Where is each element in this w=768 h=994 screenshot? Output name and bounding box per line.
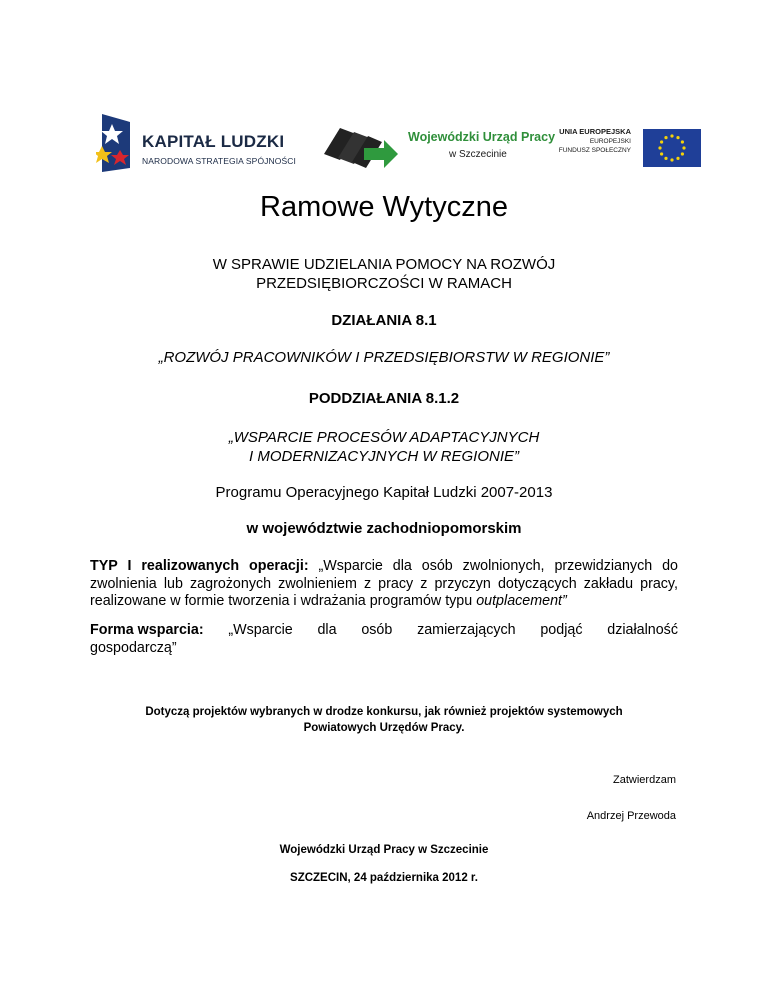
subaction-name-line-2: I MODERNIZACYJNYCH W REGIONIE” — [248, 448, 519, 465]
eu-line2: EUROPEJSKI — [589, 137, 631, 145]
operation-type-text: „Wsparcie dla osób zwolnionych, przewidzianych do zwolnienia lub zagrożonych zwolnieniem z pracy z przyczyn dotyczących zakładu pracy, realizowane w formie tworzenia i wdrażania programów typu — [90, 558, 678, 609]
action-label: DZIAŁANIA 8.1 — [331, 312, 437, 329]
support-form-word: osób — [361, 622, 393, 638]
subaction-name-line-1: „WSPARCIE PROCESÓW ADAPTACYJNYCH — [228, 429, 540, 446]
operation-type-term: outplacement” — [476, 593, 567, 609]
signatory-name: Andrzej Przewoda — [586, 810, 676, 822]
document-title: Ramowe Wytyczne — [260, 191, 508, 223]
support-form-word: dla — [317, 622, 337, 638]
program-name: Programu Operacyjnego Kapitał Ludzki 2007-2013 — [215, 484, 553, 501]
support-form-word: działalność — [607, 622, 678, 638]
wup-title: Wojewódzki Urząd Pracy — [408, 130, 556, 144]
kapital-ludzki-subtitle: NARODOWA STRATEGIA SPÓJNOŚCI — [142, 156, 296, 166]
subaction-name — [0, 428, 768, 466]
wup-subtitle: w Szczecinie — [449, 149, 507, 160]
subject-line-2: PRZEDSIĘBIORCZOŚCI W RAMACH — [256, 275, 512, 292]
support-form-word: „Wsparcie — [228, 622, 293, 638]
eu-line1: UNIA EUROPEJSKA — [559, 127, 631, 136]
applicability-note — [0, 704, 768, 736]
kapital-ludzki-logo — [96, 112, 296, 174]
note-line-2: Powiatowych Urzędów Pracy. — [303, 722, 465, 734]
footer-place-date: SZCZECIN, 24 października 2012 r. — [290, 872, 478, 884]
eu-line3: FUNDUSZ SPOŁECZNY — [558, 147, 631, 154]
support-form-first-line — [90, 622, 678, 640]
support-form-word: podjąć — [540, 622, 583, 638]
note-line-1: Dotyczą projektów wybranych w drodze konkursu, jak również projektów systemowych — [145, 706, 623, 718]
wup-logo — [324, 124, 556, 168]
operation-type-label: TYP I realizowanych operacji: — [90, 558, 309, 574]
kapital-ludzki-emblem-icon — [96, 112, 132, 174]
kapital-ludzki-title: KAPITAŁ LUDZKI — [142, 132, 285, 151]
support-form-paragraph — [90, 622, 678, 657]
document-subject — [0, 255, 768, 293]
eu-flag-icon — [643, 129, 701, 167]
support-form-word: zamierzających — [417, 622, 516, 638]
approval-label: Zatwierdzam — [613, 774, 676, 786]
footer-organization: Wojewódzki Urząd Pracy w Szczecinie — [279, 844, 489, 856]
wup-emblem-icon — [324, 124, 398, 168]
eu-logo — [558, 123, 707, 169]
support-form-second-line: gospodarczą” — [90, 639, 177, 656]
operation-type-paragraph — [90, 558, 678, 611]
eu-logo-text — [559, 127, 631, 156]
region-name: w województwie zachodniopomorskim — [246, 520, 522, 537]
support-form-label: Forma wsparcia: — [90, 622, 204, 638]
subaction-label: PODDZIAŁANIA 8.1.2 — [308, 390, 460, 407]
subject-line-1: W SPRAWIE UDZIELANIA POMOCY NA ROZWÓJ — [212, 256, 556, 273]
action-name: „ROZWÓJ PRACOWNIKÓW I PRZEDSIĘBIORSTW W REGIONIE” — [158, 349, 610, 366]
